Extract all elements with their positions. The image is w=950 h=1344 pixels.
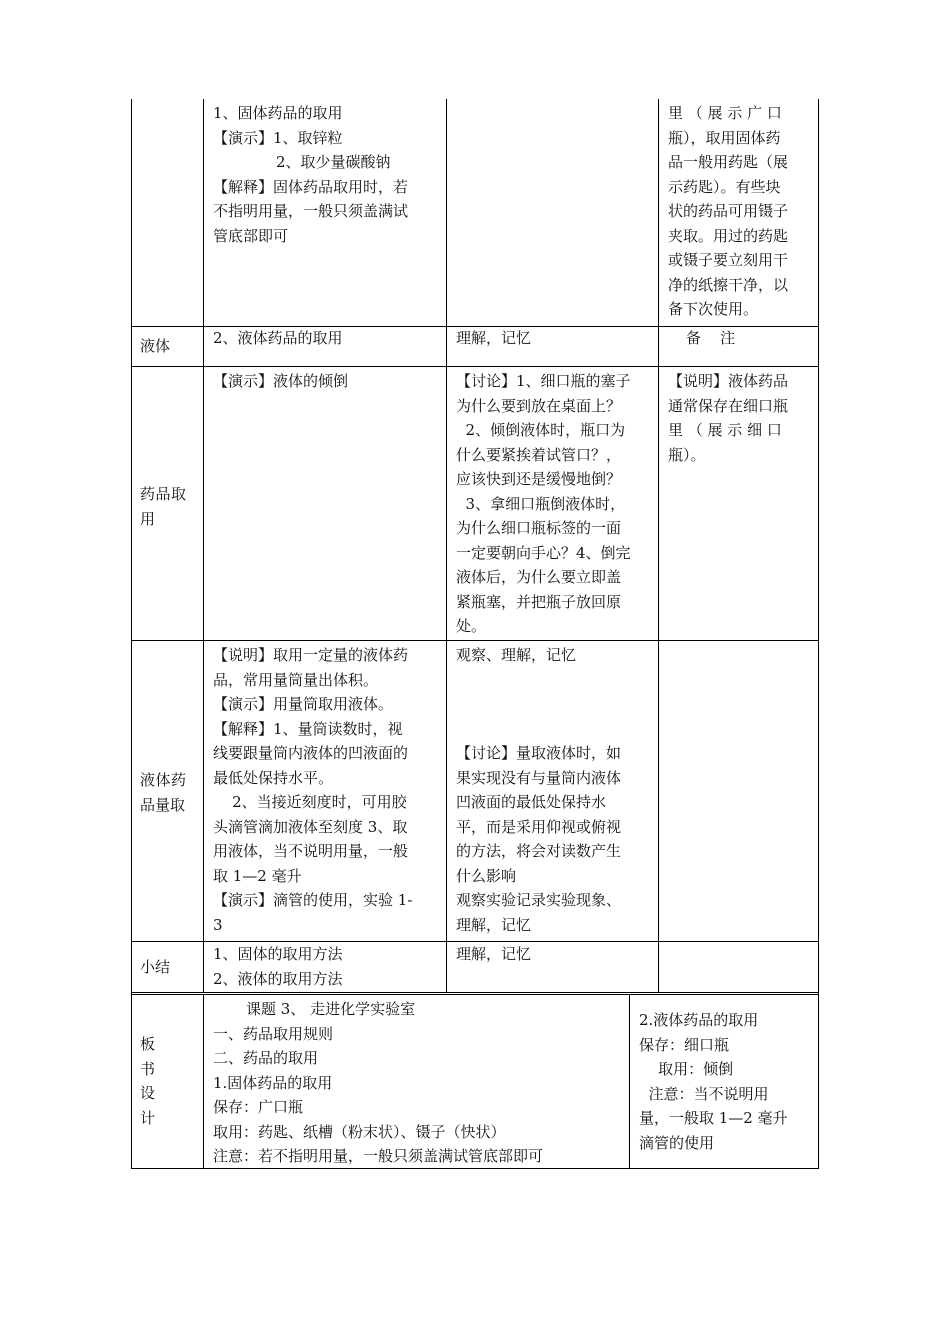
table-col-divider-1 xyxy=(203,99,204,992)
text-line: 3、拿细口瓶倒液体时， xyxy=(456,494,626,513)
row4-student-activity-top: 观察、理解，记忆 xyxy=(456,646,577,664)
row5-teaching-content xyxy=(213,942,343,991)
board-left-border xyxy=(131,992,132,1169)
text-line: 【说明】液体药品 xyxy=(668,372,789,390)
text-line: 注意：若不指明用量，一般只须盖满试管底部即可 xyxy=(213,1147,544,1165)
text-line: 药品取 xyxy=(140,485,187,503)
board-left-content xyxy=(213,997,625,1169)
row4-student-activity xyxy=(456,741,654,937)
text-line: 瓶），取用固体药 xyxy=(668,128,781,147)
text-line: 用 xyxy=(140,509,156,528)
text-line: 【演示】1、取锌粒 xyxy=(213,128,343,147)
row-divider-5 xyxy=(131,992,819,993)
text-line: 1.固体药品的取用 xyxy=(213,1073,333,1092)
row1-remarks xyxy=(668,101,814,322)
text-line: 紧瓶塞，并把瓶子放回原 xyxy=(456,592,622,611)
board-top-border xyxy=(131,994,819,995)
row2-teaching-content: 2、液体药品的取用 xyxy=(213,329,343,347)
text-line: 通常保存在细口瓶 xyxy=(668,396,789,415)
text-line: 线要跟量筒内液体的凹液面的 xyxy=(213,744,409,762)
text-line: 为什么细口瓶标签的一面 xyxy=(456,519,622,537)
text-line: 用液体，当不说明用量，一般 xyxy=(213,842,409,860)
text-line: 计 xyxy=(140,1108,156,1127)
text-line: 取 1—2 毫升 xyxy=(213,866,302,885)
text-line: 为什么要到放在桌面上？ xyxy=(456,396,622,415)
text-line: 品一般用药匙（展 xyxy=(668,153,789,171)
text-line: 观察实验记录实验现象、 xyxy=(456,891,622,909)
text-line: 【讨论】量取液体时，如 xyxy=(456,744,622,762)
row5-label: 小结 xyxy=(140,958,171,976)
text-line: 保存：细口瓶 xyxy=(639,1035,730,1054)
text-line: 理解，记忆 xyxy=(456,915,532,934)
text-line: 里 （ 展 示 细 口 xyxy=(668,421,782,439)
table-right-border xyxy=(818,99,819,992)
text-line: 书 xyxy=(140,1059,156,1078)
text-line: 【演示】用量筒取用液体。 xyxy=(213,695,394,713)
row-divider-3 xyxy=(131,640,819,641)
text-line: 2、当接近刻度时，可用胶 xyxy=(213,793,407,811)
text-line: 2、取少量碳酸钠 xyxy=(276,153,391,171)
table-left-border xyxy=(131,99,132,992)
text-line: 量，一般取 1—2 毫升 xyxy=(639,1109,788,1127)
row-divider-2 xyxy=(131,366,819,367)
text-line: 【说明】取用一定量的液体药 xyxy=(213,646,409,664)
text-line: 品量取 xyxy=(140,795,186,814)
text-line: 瓶）。 xyxy=(668,445,706,464)
text-line: 【讨论】1、细口瓶的塞子 xyxy=(456,372,631,390)
table-col-divider-3 xyxy=(658,99,659,992)
text-line: 1、固体药品的取用 xyxy=(213,104,343,122)
text-line: 里 （ 展 示 广 口 xyxy=(668,104,782,122)
text-line: 应该快到还是缓慢地倒？ xyxy=(456,470,622,488)
text-line: 处。 xyxy=(456,617,487,635)
row2-student-activity: 理解，记忆 xyxy=(456,329,532,347)
text-line: 备下次使用。 xyxy=(668,300,759,318)
text-line: 2、液体的取用方法 xyxy=(213,969,343,988)
text-line: 【解释】固体药品取用时，若 xyxy=(213,177,409,196)
row4-teaching-content xyxy=(213,643,441,937)
row3-student-activity xyxy=(456,369,654,639)
text-line: 二、药品的取用 xyxy=(213,1049,319,1067)
text-line: 设 xyxy=(140,1084,156,1102)
board-label xyxy=(140,1032,155,1130)
text-line: 状的药品可用镊子 xyxy=(668,202,789,220)
text-line: 3 xyxy=(213,915,223,934)
text-line: 液体后，为什么要立即盖 xyxy=(456,568,622,586)
text-line: 【演示】滴管的使用，实验 1- xyxy=(213,891,413,909)
row3-teaching-content: 【演示】液体的倾倒 xyxy=(213,372,349,390)
text-line: 示药匙）。有些块 xyxy=(668,177,781,196)
text-line: 取用：倾倒 xyxy=(639,1060,734,1078)
text-line: 板 xyxy=(140,1035,156,1053)
text-line: 或镊子要立刻用干 xyxy=(668,251,789,269)
text-line: 取用：药匙、纸槽（粉末状）、镊子（快状） xyxy=(213,1122,506,1141)
text-line: 净的纸擦干净，以 xyxy=(668,275,789,294)
text-line: 不指明用量，一般只须盖满试 xyxy=(213,202,409,220)
text-line: 最低处保持水平。 xyxy=(213,768,334,787)
text-line: 头滴管滴加液体至刻度 3、取 xyxy=(213,817,408,836)
row4-label xyxy=(140,768,187,817)
row2-label: 液体 xyxy=(140,337,171,355)
text-line: 2.液体药品的取用 xyxy=(639,1011,759,1029)
text-line: 液体药 xyxy=(140,771,187,789)
row3-remarks xyxy=(668,369,814,467)
row3-label xyxy=(140,482,187,531)
text-line: 一定要朝向手心？4、倒完 xyxy=(456,543,631,562)
text-line: 【解释】1、量筒读数时，视 xyxy=(213,719,403,738)
text-line: 一、药品取用规则 xyxy=(213,1024,334,1043)
text-line: 什么影响 xyxy=(456,866,517,885)
text-line: 品，常用量筒量出体积。 xyxy=(213,670,379,689)
text-line: 2、倾倒液体时，瓶口为 xyxy=(456,421,626,439)
board-right-content xyxy=(639,1008,815,1155)
text-line: 什么要紧挨着试管口？， xyxy=(456,445,622,464)
row1-teaching-content xyxy=(213,101,441,248)
text-line: 1、固体的取用方法 xyxy=(213,945,343,963)
text-line: 夹取。用过的药匙 xyxy=(668,226,789,245)
board-col-divider xyxy=(203,994,204,1169)
text-line: 果实现没有与量筒内液体 xyxy=(456,768,622,787)
board-mid-divider xyxy=(629,994,630,1169)
board-right-border xyxy=(818,992,819,1169)
text-line: 滴管的使用 xyxy=(639,1133,715,1152)
text-line: 凹液面的最低处保持水 xyxy=(456,793,607,811)
text-line: 的方法，将会对读数产生 xyxy=(456,842,622,860)
row2-remarks-header xyxy=(686,326,735,351)
row5-student-activity: 理解，记忆 xyxy=(456,945,532,963)
text-line: 管底部即可 xyxy=(213,226,289,245)
text-line: 平，而是采用仰视或俯视 xyxy=(456,817,622,836)
text-line: 保存：广口瓶 xyxy=(213,1098,304,1116)
text-line: 注意：当不说明用 xyxy=(639,1084,769,1103)
remarks-label: 备 注 xyxy=(686,329,736,347)
board-title: 课题 3、 走进化学实验室 xyxy=(246,1000,416,1018)
table-col-divider-2 xyxy=(446,99,447,992)
